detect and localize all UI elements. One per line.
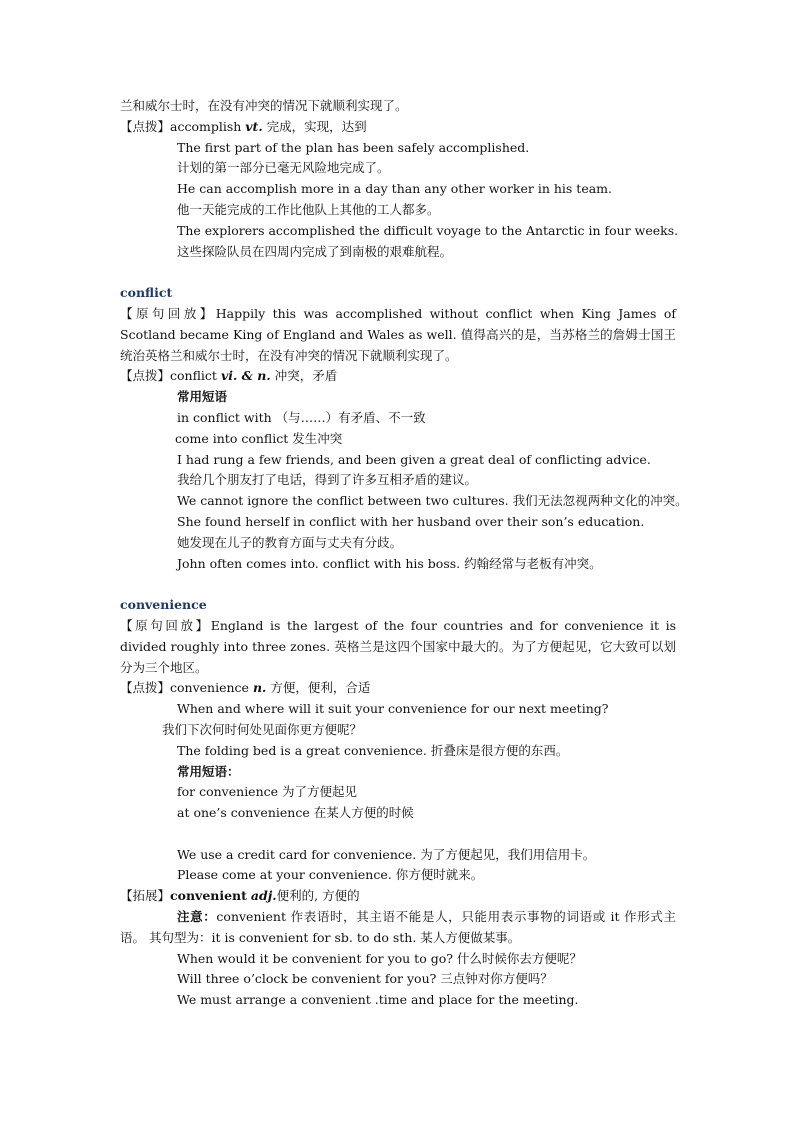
example-line: I had rung a few friends, and been given a great deal of conflicting advice. [177, 451, 651, 467]
phrase-line: in conflict with （与……）有矛盾、不一致 [177, 409, 426, 425]
example-line: The first part of the plan has been safely accomplished. [177, 139, 530, 155]
phrase-line: for convenience 为了方便起见 [177, 784, 358, 800]
original-sentence [120, 304, 676, 366]
convenience-point [120, 678, 676, 699]
point-label: 【点拨】 [120, 368, 171, 384]
example-line: 他一天能完成的工作比他队上其他的工人都多。 [177, 201, 440, 217]
note-paragraph [120, 907, 676, 949]
page-content [120, 96, 688, 1011]
entry-heading-conflict: conflict [120, 285, 173, 301]
point-word: conflict [170, 368, 217, 384]
ext-label: 【拓展】 [120, 888, 171, 904]
phrase-line: at one’s convenience 在某人方便的时候 [177, 805, 414, 821]
example-line: 她发现在儿子的教育方面与丈夫有分歧。 [177, 534, 403, 550]
example-line: She found herself in conflict with her husband over their son’s education. [177, 513, 645, 529]
point-pos: vi. & n. [220, 368, 271, 384]
orig-text: Happily this was accomplished without conflict when King James of Scotland became King of England and Wales as well. 值得高兴的是，当苏格兰的詹姆士国王统治英格兰和威尔士时，在没有冲突的情况下就顺利实现了。 [120, 305, 676, 363]
example-line: When and where will it suit your convenience for our next meeting? [177, 701, 609, 717]
point-label: 【点拨】 [120, 680, 171, 696]
note-label: 注意： [177, 909, 217, 925]
orig-text: England is the largest of the four countries and for convenience it is divided roughly into three zones. 英格兰是这四个国家中最大的。为了方便起见，它大致可以划分为三个地区。 [120, 617, 676, 675]
ext-pos: adj. [250, 888, 277, 904]
accomplish-point [120, 117, 676, 138]
spacer [120, 574, 676, 595]
extension [120, 886, 676, 907]
example-line: When would it be convenient for you to go? 什么时候你去方便呢？ [177, 950, 582, 966]
phrases-label: 常用短语： [177, 763, 240, 779]
point-pos: vt. [245, 118, 263, 134]
example-line: The explorers accomplished the difficult voyage to the Antarctic in four weeks. [177, 222, 679, 238]
entry-heading-convenience: convenience [120, 597, 207, 613]
point-def: 完成，实现，达到 [266, 118, 367, 134]
spacer [120, 262, 676, 283]
point-word: convenience [170, 680, 249, 696]
ext-word: convenient [170, 888, 247, 904]
example-line: We cannot ignore the conflict between two cultures. 我们无法忽视两种文化的冲突。 [177, 493, 688, 509]
example-line: 我们下次何时何处见面你更方便呢？ [162, 721, 363, 737]
example-line: We must arrange a convenient .time and place for the meeting. [177, 992, 579, 1008]
point-def: 方便，便利，合适 [270, 680, 371, 696]
example-line: 我给几个朋友打了电话，得到了许多互相矛盾的建议。 [177, 472, 478, 488]
ext-def: 便利的, 方便的 [276, 888, 360, 904]
example-line: John often comes into. conflict with his boss. 约翰经常与老板有冲突。 [177, 555, 602, 571]
example-line: Please come at your convenience. 你方便时就来。 [177, 867, 484, 883]
example-line: 这些探险队员在四周内完成了到南极的艰难航程。 [177, 243, 453, 259]
example-line: The folding bed is a great convenience. 折叠床是很方便的东西。 [177, 742, 569, 758]
point-word: accomplish [170, 118, 242, 134]
example-line: He can accomplish more in a day than any other worker in his team. [177, 181, 612, 197]
orig-label: 【原句回放】 [120, 617, 211, 633]
phrases-label: 常用短语 [177, 389, 228, 405]
example-line: 计划的第一部分已毫无风险地完成了。 [177, 160, 390, 176]
point-def: 冲突，矛盾 [274, 368, 338, 384]
conflict-point [120, 366, 676, 387]
example-line: Will three o’clock be convenient for you? 三点钟对你方便吗？ [177, 971, 553, 987]
original-sentence [120, 616, 676, 678]
example-line: We use a credit card for convenience. 为了方便起见，我们用信用卡。 [177, 846, 596, 862]
point-label: 【点拨】 [120, 118, 171, 134]
accomplish-tail: 兰和威尔士时，在没有冲突的情况下就顺利实现了。 [120, 98, 408, 113]
note-text: convenient 作表语时，其主语不能是人，只能用表示事物的词语或 it 作形式主语。 其句型为：it is convenient for sb. to do sth. 某人方便做某事。 [120, 909, 676, 945]
point-pos: n. [252, 680, 267, 696]
phrase-line: come into conflict 发生冲突 [175, 430, 343, 446]
spacer [120, 824, 676, 845]
orig-label: 【原句回放】 [120, 305, 216, 321]
